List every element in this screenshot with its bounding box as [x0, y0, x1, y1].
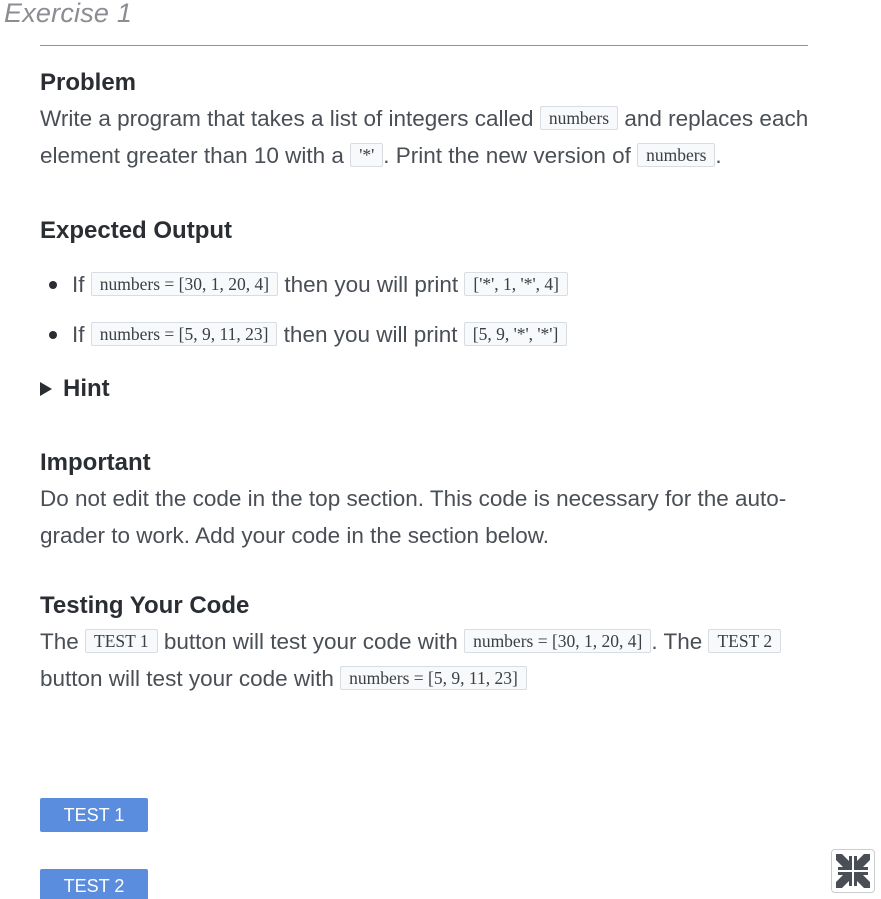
inline-code: numbers = [30, 1, 20, 4] [464, 629, 651, 653]
inline-code: numbers [637, 143, 715, 167]
expected-output-list [40, 266, 820, 353]
inline-code: ['*', 1, '*', 4] [464, 272, 568, 296]
hint-label: Hint [63, 375, 110, 402]
inline-code: TEST 2 [708, 629, 781, 653]
disclosure-triangle-icon [40, 382, 52, 396]
bullet-icon [49, 331, 57, 339]
testing-text: The TEST 1 button will test your code with numbers = [30, 1, 20, 4] . The TEST 2 button will test your code with numbers = [5, 9, 11, 23] [40, 623, 820, 697]
bullet-icon [49, 281, 57, 289]
inline-code: '*' [350, 143, 383, 167]
list-item: If numbers = [30, 1, 20, 4] then you will print ['*', 1, '*', 4] [40, 266, 820, 303]
inline-code: [5, 9, '*', '*'] [464, 322, 568, 346]
collapse-arrows-icon [832, 850, 874, 892]
inline-code: numbers = [5, 9, 11, 23] [91, 322, 278, 346]
important-text: Do not edit the code in the top section. This code is necessary for the auto-grader to work. Add your code in the section below. [40, 486, 787, 548]
problem-text: Write a program that takes a list of integers called numbers and replaces each element greater than 10 with a '*' . Print the new version of numbers . [40, 106, 809, 168]
expected-output-section [40, 214, 820, 353]
exercise-content [40, 66, 820, 697]
hint-toggle[interactable] [40, 372, 820, 406]
expected-output-heading: Expected Output [40, 217, 233, 244]
testing-section [40, 589, 820, 697]
important-heading: Important [40, 449, 151, 476]
title-divider [40, 45, 808, 46]
important-section [40, 446, 820, 554]
inline-code: numbers = [30, 1, 20, 4] [91, 272, 278, 296]
problem-section [40, 66, 820, 174]
inline-code: numbers [540, 106, 618, 130]
inline-code: numbers = [5, 9, 11, 23] [340, 666, 527, 690]
list-item: If numbers = [5, 9, 11, 23] then you will print [5, 9, '*', '*'] [40, 316, 820, 353]
test-1-button[interactable]: TEST 1 [40, 798, 148, 832]
exercise-title: Exercise 1 [4, 0, 133, 28]
inline-code: TEST 1 [85, 629, 158, 653]
testing-heading: Testing Your Code [40, 592, 250, 619]
test-2-button[interactable]: TEST 2 [40, 869, 148, 899]
problem-heading: Problem [40, 69, 137, 96]
collapse-button[interactable] [831, 849, 875, 893]
